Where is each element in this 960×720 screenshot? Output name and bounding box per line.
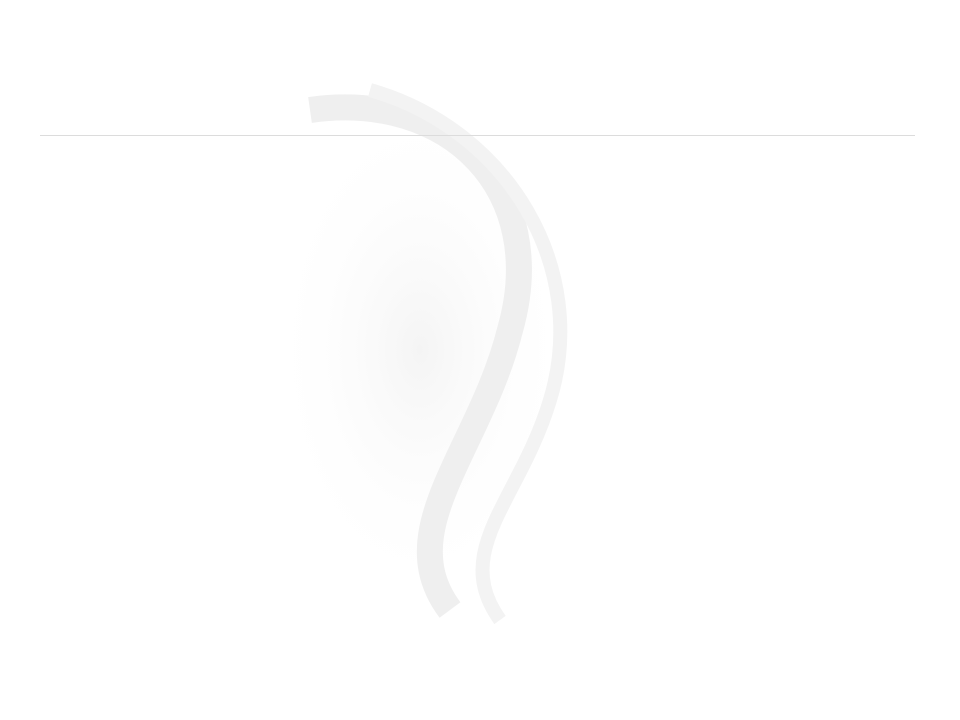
header-divider bbox=[40, 135, 915, 136]
background-watermark bbox=[250, 70, 670, 630]
